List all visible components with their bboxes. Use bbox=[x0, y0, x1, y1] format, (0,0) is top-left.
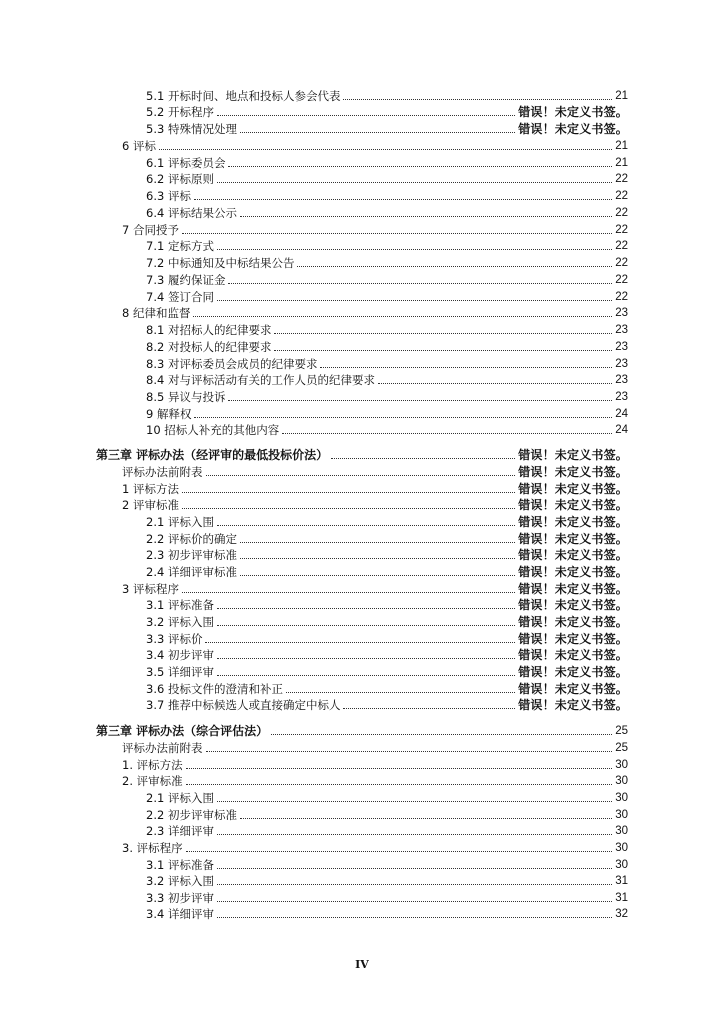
toc-chapter-entry[interactable]: 第三章 评标办法（综合评估法） 25 bbox=[96, 724, 628, 738]
toc-entry[interactable]: 7 合同授予 22 bbox=[122, 223, 628, 237]
toc-entry[interactable]: 3.3 评标价 错误！未定义书签。 bbox=[146, 632, 628, 646]
toc-entry[interactable]: 7.3 履约保证金 22 bbox=[146, 273, 628, 287]
toc-entry[interactable]: 2.4 详细评审标准 错误！未定义书签。 bbox=[146, 565, 628, 579]
toc-entry[interactable]: 8 纪律和监督 23 bbox=[122, 306, 628, 320]
toc-entry[interactable]: 8.2 对投标人的纪律要求 23 bbox=[146, 340, 628, 354]
toc-entry[interactable]: 3 评标程序 错误！未定义书签。 bbox=[122, 582, 628, 596]
toc-entry[interactable]: 5.2 开标程序 错误！未定义书签。 bbox=[146, 105, 628, 119]
toc-entry[interactable]: 9 解释权 24 bbox=[146, 407, 628, 421]
toc-entry[interactable]: 评标办法前附表 25 bbox=[122, 741, 628, 755]
toc-entry[interactable]: 2.1 评标入围 错误！未定义书签。 bbox=[146, 515, 628, 529]
toc-entry[interactable]: 2.2 评标价的确定 错误！未定义书签。 bbox=[146, 532, 628, 546]
toc-entry[interactable]: 7.4 签订合同 22 bbox=[146, 290, 628, 304]
toc-chapter-entry[interactable]: 第三章 评标办法（经评审的最低投标价法） 错误！未定义书签。 bbox=[96, 448, 628, 462]
toc-entry[interactable]: 7.2 中标通知及中标结果公告 22 bbox=[146, 256, 628, 270]
toc-entry[interactable]: 2.3 初步评审标准 错误！未定义书签。 bbox=[146, 548, 628, 562]
toc-entry[interactable]: 8.4 对与评标活动有关的工作人员的纪律要求 23 bbox=[146, 373, 628, 387]
toc-entry[interactable]: 2.3 详细评审 30 bbox=[146, 824, 628, 838]
toc-entry[interactable]: 3.6 投标文件的澄清和补正 错误！未定义书签。 bbox=[146, 682, 628, 696]
toc-entry[interactable]: 评标办法前附表 错误！未定义书签。 bbox=[122, 465, 628, 479]
page-number: IV bbox=[355, 958, 369, 971]
toc-entry[interactable]: 10 招标人补充的其他内容 24 bbox=[146, 423, 628, 437]
toc-entry[interactable]: 2 评审标准 错误！未定义书签。 bbox=[122, 498, 628, 512]
toc-entry[interactable]: 1 评标方法 错误！未定义书签。 bbox=[122, 482, 628, 496]
toc-entry[interactable]: 8.3 对评标委员会成员的纪律要求 23 bbox=[146, 357, 628, 371]
toc-entry[interactable]: 3.1 评标准备 错误！未定义书签。 bbox=[146, 598, 628, 612]
toc-entry[interactable]: 3.1 评标准备 30 bbox=[146, 858, 628, 872]
toc-entry[interactable]: 2.2 初步评审标准 30 bbox=[146, 808, 628, 822]
toc-entry[interactable]: 3.4 详细评审 32 bbox=[146, 907, 628, 921]
toc-entry[interactable]: 3. 评标程序 30 bbox=[122, 841, 628, 855]
toc-entry[interactable]: 6.1 评标委员会 21 bbox=[146, 156, 628, 170]
toc-entry[interactable]: 3.2 评标入围 31 bbox=[146, 874, 628, 888]
toc-entry[interactable]: 8.5 异议与投诉 23 bbox=[146, 390, 628, 404]
toc-entry[interactable]: 6.4 评标结果公示 22 bbox=[146, 206, 628, 220]
toc-entry[interactable]: 6.2 评标原则 22 bbox=[146, 172, 628, 186]
toc-entry[interactable]: 3.4 初步评审 错误！未定义书签。 bbox=[146, 648, 628, 662]
toc-entry[interactable]: 8.1 对招标人的纪律要求 23 bbox=[146, 323, 628, 337]
toc-entry[interactable]: 5.3 特殊情况处理 错误！未定义书签。 bbox=[146, 122, 628, 136]
toc-entry[interactable]: 3.7 推荐中标候选人或直接确定中标人 错误！未定义书签。 bbox=[146, 698, 628, 712]
toc-entry[interactable]: 3.5 详细评审 错误！未定义书签。 bbox=[146, 665, 628, 679]
toc-entry[interactable]: 3.3 初步评审 31 bbox=[146, 891, 628, 905]
toc-entry[interactable]: 1. 评标方法 30 bbox=[122, 758, 628, 772]
toc-entry[interactable]: 5.1 开标时间、地点和投标人参会代表 21 bbox=[146, 89, 628, 103]
toc-entry[interactable]: 2. 评审标准 30 bbox=[122, 774, 628, 788]
toc-entry[interactable]: 6.3 评标 22 bbox=[146, 189, 628, 203]
toc-entry[interactable]: 2.1 评标入围 30 bbox=[146, 791, 628, 805]
toc-entry[interactable]: 6 评标 21 bbox=[122, 139, 628, 153]
toc-entry[interactable]: 7.1 定标方式 22 bbox=[146, 239, 628, 253]
toc-entry[interactable]: 3.2 评标入围 错误！未定义书签。 bbox=[146, 615, 628, 629]
